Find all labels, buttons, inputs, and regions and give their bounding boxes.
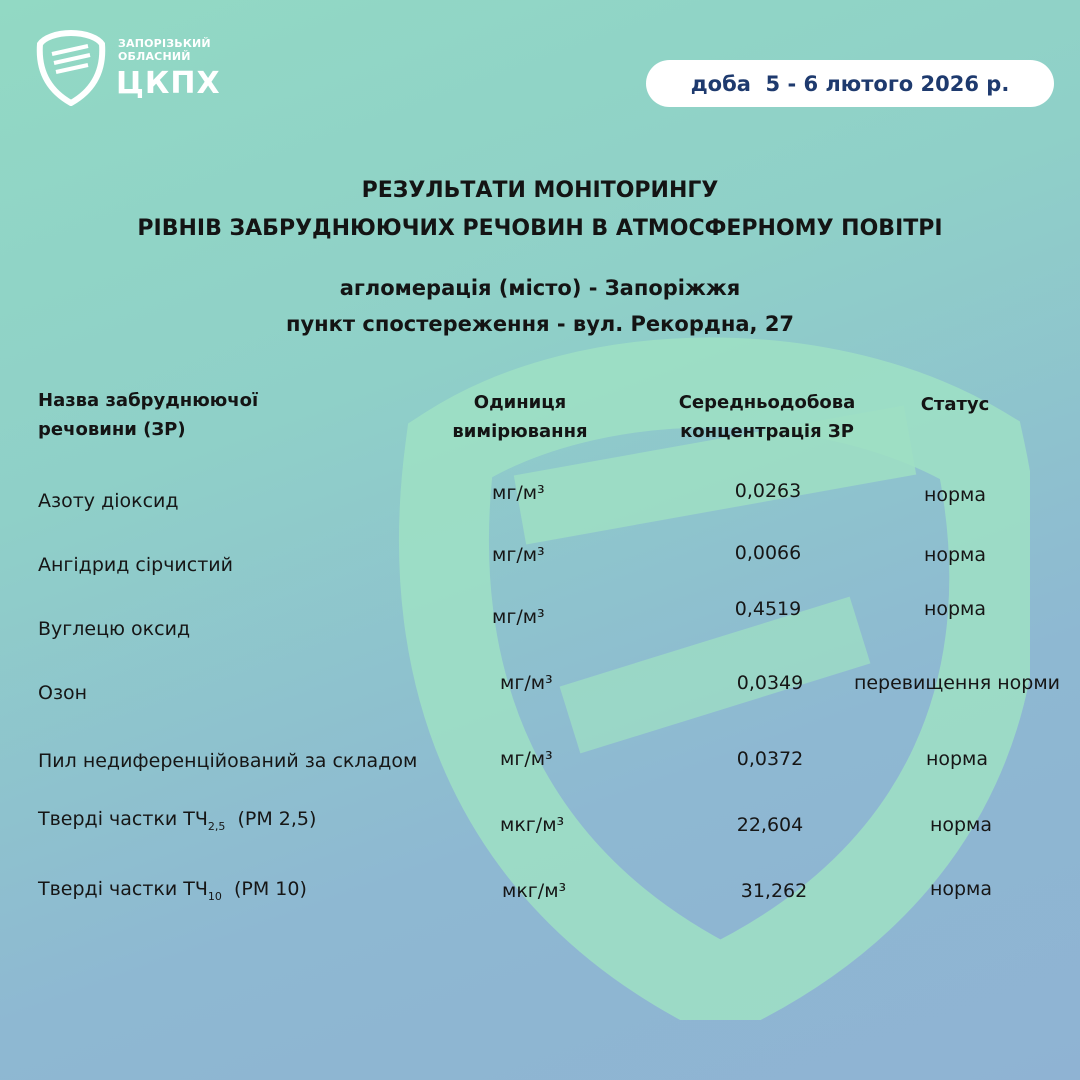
row-status: норма [923,484,987,506]
row-name-text: Тверді частки ТЧ [38,878,208,900]
table-row [0,748,1080,788]
table-row [0,542,1080,590]
header-conc-line1: Середньодобова [678,392,856,413]
row-unit: мг/м³ [492,482,545,504]
date-prefix: доба [690,71,751,96]
table-row [0,672,1080,718]
header-name-line1: Назва забруднюючої [38,390,259,411]
row-unit: мг/м³ [500,672,553,694]
row-unit: мг/м³ [492,606,545,628]
row-value: 0,0349 [736,672,804,694]
row-name: Озон [38,682,88,704]
header-unit-line2: вимірювання [452,421,588,442]
table-row [0,598,1080,654]
logo-subtitle [118,37,211,63]
logo-line2: ОБЛАСНИЙ [118,50,191,63]
row-value: 0,4519 [734,598,802,620]
header-conc-line2: концентрація ЗР [680,421,854,442]
row-name-text: Тверді частки ТЧ [38,808,208,830]
row-value: 0,0372 [736,748,804,770]
row-status: норма [929,814,993,836]
row-status: норма [923,544,987,566]
row-value: 0,0263 [734,480,802,502]
shield-logo-icon [36,30,106,106]
row-status: перевищення норми [853,672,1061,694]
header-unit-line1: Одиниця [473,392,567,413]
row-name-subscript: 2,5 [207,819,226,833]
date-range: 5 - 6 лютого 2026 р. [765,71,1010,96]
page-title-line1: РЕЗУЛЬТАТИ МОНІТОРИНГУ [361,178,719,203]
row-name-suffix: (РМ 2,5) [237,808,317,830]
row-value: 31,262 [740,880,808,902]
row-unit: мг/м³ [500,748,553,770]
row-status: норма [925,748,989,770]
row-unit: мкг/м³ [500,814,565,836]
row-name-suffix: (РМ 10) [233,878,307,900]
page-title-line2: РІВНІВ ЗАБРУДНЮЮЧИХ РЕЧОВИН В АТМОСФЕРНОМУ ПОВІТРІ [137,216,943,241]
header-status: Статус [920,394,990,415]
table-row [0,808,1080,848]
row-unit: мкг/м³ [502,880,567,902]
row-name: Ангідрид сірчистий [38,554,233,576]
logo [36,30,221,110]
row-name: Вуглецю оксид [38,618,191,640]
row-status: норма [923,598,987,620]
row-unit: мг/м³ [492,544,545,566]
table-row [0,480,1080,526]
logo-line1: ЗАПОРІЗЬКИЙ [118,37,211,50]
row-name [38,808,316,833]
row-name-subscript: 10 [207,889,222,903]
logo-name: ЦКПХ [116,66,221,101]
row-value: 0,0066 [734,542,802,564]
row-name [38,878,307,903]
row-name: Азоту діоксид [38,490,179,512]
row-status: норма [929,878,993,900]
header-unit [440,388,600,446]
row-name: Пил недиференційований за складом [38,750,418,772]
station-line: пункт спостереження - вул. Рекордна, 27 [285,312,795,336]
header-name [38,386,258,444]
header-concentration [662,388,872,446]
date-badge [646,60,1054,107]
row-value: 22,604 [736,814,804,836]
table-row [0,876,1080,916]
location-line: агломерація (місто) - Запоріжжя [339,276,741,300]
header-name-line2: речовини (ЗР) [38,419,186,440]
